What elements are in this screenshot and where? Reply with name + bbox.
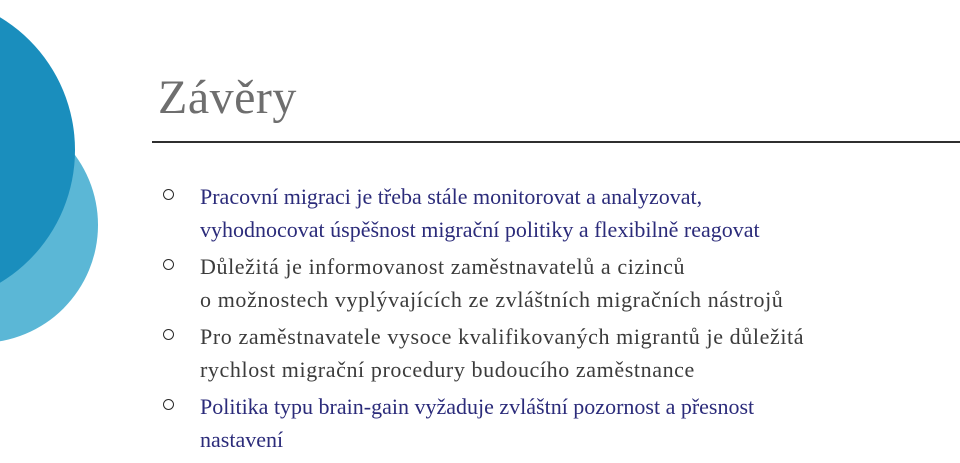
slide-title: Závěry (158, 71, 297, 124)
bullet-list (160, 180, 950, 460)
bullet-circle-icon (163, 259, 174, 270)
bullet-item (160, 320, 950, 386)
bullet-line: o možnostech vyplývajících ze zvláštních migračních nástrojů (200, 287, 784, 312)
bullet-line: nastavení (200, 427, 284, 452)
bullet-line: Pracovní migraci je třeba stále monitorovat a analyzovat, (200, 184, 703, 209)
bullet-item (160, 250, 950, 316)
bullet-line: Politika typu brain-gain vyžaduje zvláštní pozornost a přesnost (200, 394, 755, 419)
decorative-circles (0, 0, 110, 463)
bullet-line: vyhodnocovat úspěšnost migrační politiky a flexibilně reagovat (200, 217, 760, 242)
bullet-line: rychlost migrační procedury budoucího zaměstnance (200, 357, 695, 382)
bullet-item (160, 180, 950, 246)
bullet-circle-icon (163, 329, 174, 340)
bullet-circle-icon (163, 189, 174, 200)
bullet-item (160, 390, 950, 456)
bullet-line: Důležitá je informovanost zaměstnavatelů a cizinců (200, 254, 686, 279)
bullet-line: Pro zaměstnavatele vysoce kvalifikovaných migrantů je důležitá (200, 324, 805, 349)
title-divider (152, 141, 960, 143)
bullet-circle-icon (163, 399, 174, 410)
